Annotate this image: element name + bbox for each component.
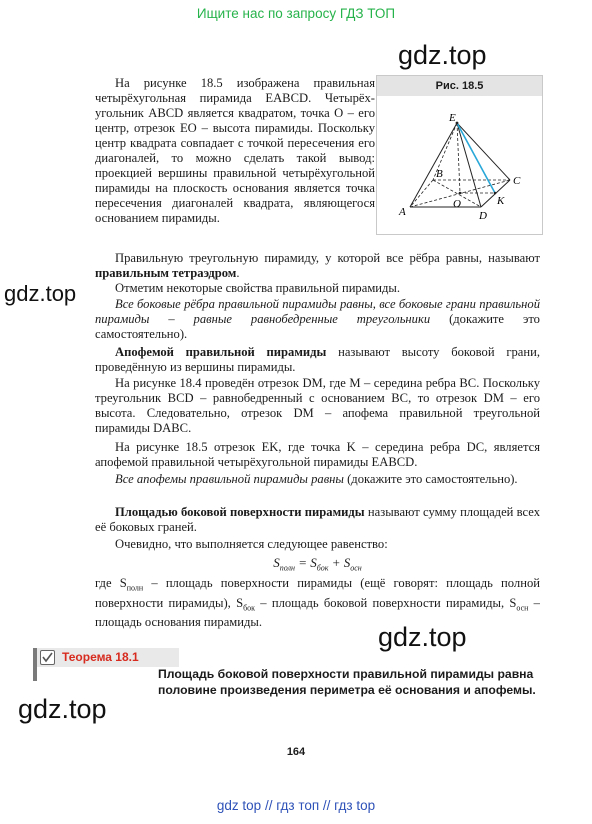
watermark: gdz.top xyxy=(4,281,77,306)
label-C: C xyxy=(513,175,521,187)
formula-eq: = xyxy=(295,555,311,570)
watermark: gdz.top xyxy=(378,622,467,652)
p5-normal: называют высоту боковой грани, проведённую из вершины пирамиды. xyxy=(95,345,540,374)
p11-d: – площадь основания пирамиды. xyxy=(95,595,540,630)
figure-caption: Рис. 18.5 xyxy=(377,76,542,96)
top-banner[interactable]: Ищите нас по запросу ГДЗ ТОП xyxy=(196,6,396,21)
theorem-title: Теорема 18.1 xyxy=(62,650,139,664)
p11-sub-poln: полн xyxy=(126,583,144,593)
watermark: gdz.top xyxy=(18,694,107,724)
p4-normal: (докажите это самостоятельно). xyxy=(95,312,540,341)
p11-a: где S xyxy=(95,576,127,590)
formula-sub-osn: осн xyxy=(350,563,362,573)
paragraph-7-text: На рисунке 18.5 отрезок EK, где точка K – середина ребра DC, является апофемой правильной четырёхугольной пирамиды EABCD. xyxy=(95,440,540,469)
paragraph-5 xyxy=(95,345,540,375)
paragraph-11 xyxy=(95,576,540,630)
p2-text: Правильную треугольную пирамиду, у которой все рёбра равны, называют xyxy=(115,251,540,265)
paragraph-3 xyxy=(95,281,540,296)
term-tetrahedron: правильным тетраэдром xyxy=(95,266,237,280)
formula-S: S xyxy=(343,555,351,570)
paragraph-9 xyxy=(95,505,540,535)
p4-italic: Все боковые рёбра правильной пирамиды равны, все боковые грани правильной пирамиды – равные равнобедренные треугольники xyxy=(95,297,540,326)
formula-S: S xyxy=(310,555,317,570)
paragraph-10 xyxy=(95,537,540,552)
figure-18-5 xyxy=(376,75,543,235)
formula-plus: + xyxy=(328,555,344,570)
label-E: E xyxy=(449,112,456,124)
label-A: A xyxy=(399,206,406,218)
p2-end: . xyxy=(236,266,240,280)
paragraph-4 xyxy=(95,297,540,342)
paragraph-6 xyxy=(95,376,540,436)
paragraph-7 xyxy=(95,440,540,470)
formula-sub-bok: бок xyxy=(316,563,329,573)
pyramid-diagram xyxy=(377,96,542,234)
paragraph-1-text: На рисунке 18.5 изображена правильная четырёхугольная пирамида EABCD. Четырёх-угольник ABCD является квадратом, точка O – его центр, отрезок EO – высота пирамиды. Поскольку центр квадрата совпадает с точкой пересечения его диагоналей, то можно сделать такой вывод: проекцией вершины правильной четырёхугольной пирамиды на плоскость основания является точка пересечения диагоналей квадрата, являющегося основанием пирамиды. xyxy=(95,76,375,225)
watermark: gdz.top xyxy=(398,40,487,70)
page-number: 164 xyxy=(286,746,306,758)
term-lateral-area: Площадью боковой поверхности пирамиды xyxy=(115,505,365,519)
paragraph-10-text: Очевидно, что выполняется следующее равенство: xyxy=(115,537,388,551)
formula xyxy=(95,555,540,573)
term-apothem: Апофемой правильной пирамиды xyxy=(115,345,327,359)
paragraph-3-text: Отметим некоторые свойства правильной пирамиды. xyxy=(115,281,401,295)
p9-normal: называют сумму площадей всех её боковых граней. xyxy=(95,505,540,534)
label-B: B xyxy=(436,168,443,180)
label-O: O xyxy=(453,198,461,210)
p8-normal: (докажите это самостоятельно). xyxy=(343,472,518,486)
paragraph-1 xyxy=(95,76,375,226)
theorem-stripe xyxy=(33,648,37,681)
theorem-text: Площадь боковой поверхности правильной пирамиды равна половине произведения периметра её основания и апофемы. xyxy=(158,667,536,697)
formula-sub-poln: полн xyxy=(279,563,295,573)
formula-S: S xyxy=(273,555,280,570)
paragraph-6-text: На рисунке 18.4 проведён отрезок DM, где M – середина ребра BC. Поскольку треугольник BCD – равнобедренный с основанием BC, то отрезок DM – его высота. Следовательно, отрезок DM – апофема правильной треугольной пирамиды DABC. xyxy=(95,376,540,435)
p8-italic: Все апофемы правильной пирамиды равны xyxy=(115,472,344,486)
p11-sub-osn: осн xyxy=(516,603,529,613)
label-D: D xyxy=(479,210,487,222)
label-K: K xyxy=(497,195,505,207)
paragraph-2 xyxy=(95,251,540,281)
p11-c: – площадь боковой поверхности пирамиды, S xyxy=(255,595,517,610)
checkbox-icon xyxy=(40,650,55,665)
p11-b: – площадь поверхности пирамиды (ещё говорят: площадь полной поверхности пирамиды), S xyxy=(95,576,540,610)
bottom-banner[interactable]: gdz top // гдз топ // гдз top xyxy=(216,798,376,813)
paragraph-8 xyxy=(95,472,540,487)
p11-sub-bok: бок xyxy=(243,603,256,613)
